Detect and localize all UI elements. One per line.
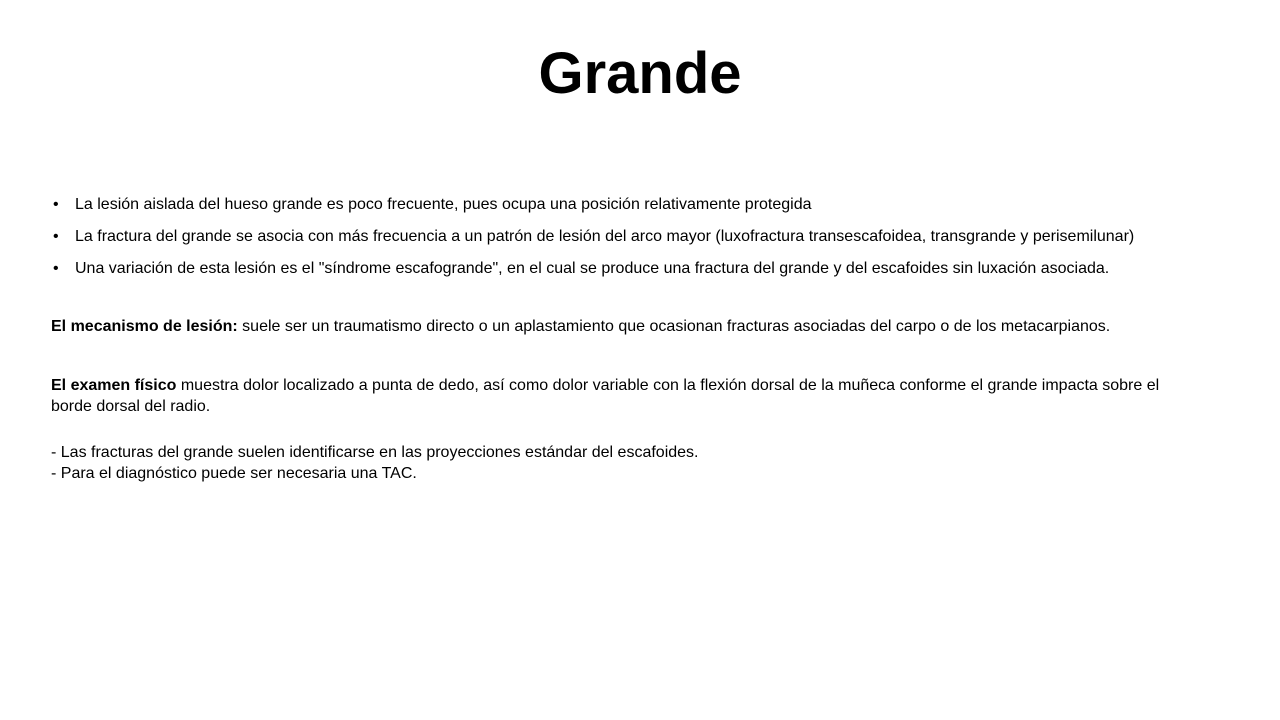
- bullet-list: [51, 194, 1181, 279]
- bullet-item: [51, 226, 1181, 247]
- bullet-item: [51, 258, 1181, 279]
- notes-paragraph: [51, 442, 1181, 484]
- bullet-icon: •: [53, 260, 59, 277]
- note-line: - Las fracturas del grande suelen identificarse en las proyecciones estándar del escafoides.: [51, 444, 699, 461]
- mechanism-paragraph: [51, 316, 1181, 337]
- note-line: - Para el diagnóstico puede ser necesaria una TAC.: [51, 465, 417, 482]
- bullet-icon: •: [53, 228, 59, 245]
- exam-text: muestra dolor localizado a punta de dedo, así como dolor variable con la flexión dorsal de la muñeca conforme el grande impacta sobre el borde dorsal del radio.: [51, 377, 1160, 415]
- slide-title: Grande: [538, 41, 742, 106]
- exam-paragraph: [51, 375, 1181, 417]
- bullet-text: La lesión aislada del hueso grande es poco frecuente, pues ocupa una posición relativamente protegida: [75, 196, 812, 213]
- slide-content: [51, 194, 1181, 484]
- bullet-icon: •: [53, 196, 59, 213]
- bullet-text: Una variación de esta lesión es el "síndrome escafogrande", en el cual se produce una fractura del grande y del escafoides sin luxación asociada.: [75, 260, 1110, 277]
- mechanism-text: suele ser un traumatismo directo o un aplastamiento que ocasionan fracturas asociadas del carpo o de los metacarpianos.: [237, 318, 1111, 335]
- mechanism-label: El mecanismo de lesión:: [51, 318, 238, 335]
- exam-label: El examen físico: [51, 377, 177, 394]
- bullet-text: La fractura del grande se asocia con más frecuencia a un patrón de lesión del arco mayor (luxofractura transescafoidea, transgrande y perisemilunar): [75, 228, 1135, 245]
- bullet-item: [51, 194, 1181, 215]
